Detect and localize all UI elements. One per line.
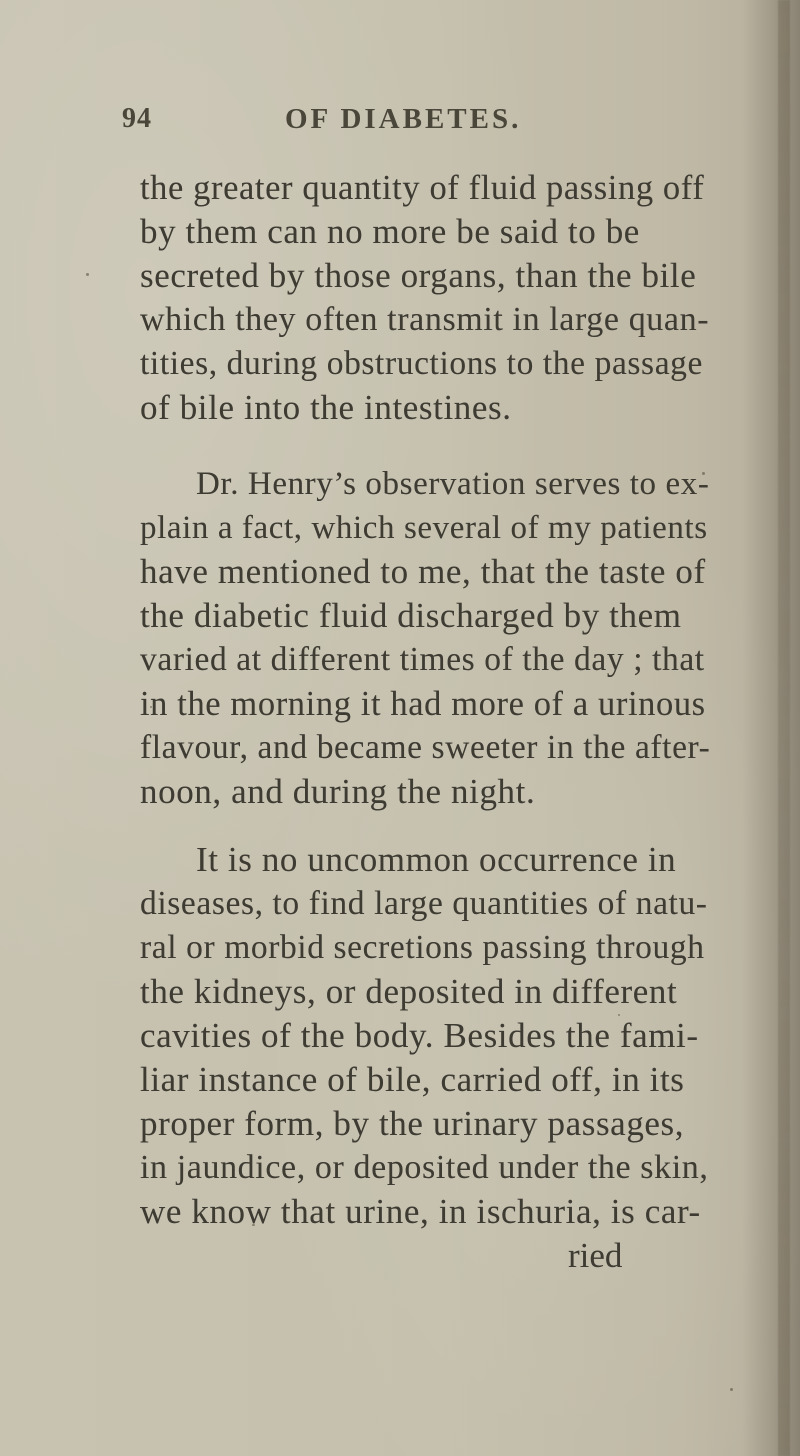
text-line: flavour, and became sweeter in the after-	[140, 729, 711, 766]
paper-speckle	[730, 1388, 733, 1391]
text-line: cavities of the body. Besides the fami-	[140, 1016, 699, 1055]
text-line: liar instance of bile, carried off, in its	[140, 1060, 685, 1099]
text-line: secreted by those organs, than the bile	[140, 256, 697, 295]
text-line: It is no uncommon occurrence in	[196, 840, 677, 879]
page-number: 94	[122, 103, 152, 134]
page-edge-shadow	[742, 0, 800, 1456]
text-line: diseases, to find large quantities of natu-	[140, 885, 708, 922]
text-line: in jaundice, or deposited under the skin,	[140, 1149, 709, 1186]
text-line: plain a fact, which several of my patients	[140, 510, 708, 546]
page-edge-band	[778, 0, 790, 1456]
text-line: Dr. Henry’s observation serves to ex-	[196, 466, 710, 502]
text-line: of bile into the intestines.	[140, 388, 512, 427]
text-line: varied at different times of the day ; that	[140, 641, 705, 678]
text-line: we know that urine, in ischuria, is car-	[140, 1192, 701, 1231]
text-line: the kidneys, or deposited in different	[140, 972, 678, 1011]
running-title: OF DIABETES.	[285, 103, 522, 135]
text-line: the greater quantity of fluid passing off	[140, 169, 705, 207]
text-line: noon, and during the night.	[140, 772, 536, 811]
paper-speckle	[86, 273, 89, 276]
text-line: which they often transmit in large quan-	[140, 301, 710, 338]
text-line: ral or morbid secretions passing through	[140, 929, 705, 966]
text-line: in the morning it had more of a urinous	[140, 685, 706, 723]
text-line: the diabetic fluid discharged by them	[140, 596, 682, 635]
running-head	[122, 103, 682, 147]
text-line: proper form, by the urinary passages,	[140, 1104, 685, 1143]
catchword: ried	[568, 1236, 623, 1275]
text-line: tities, during obstructions to the passage	[140, 345, 703, 382]
text-line: have mentioned to me, that the taste of	[140, 552, 706, 591]
text-line: by them can no more be said to be	[140, 212, 640, 251]
